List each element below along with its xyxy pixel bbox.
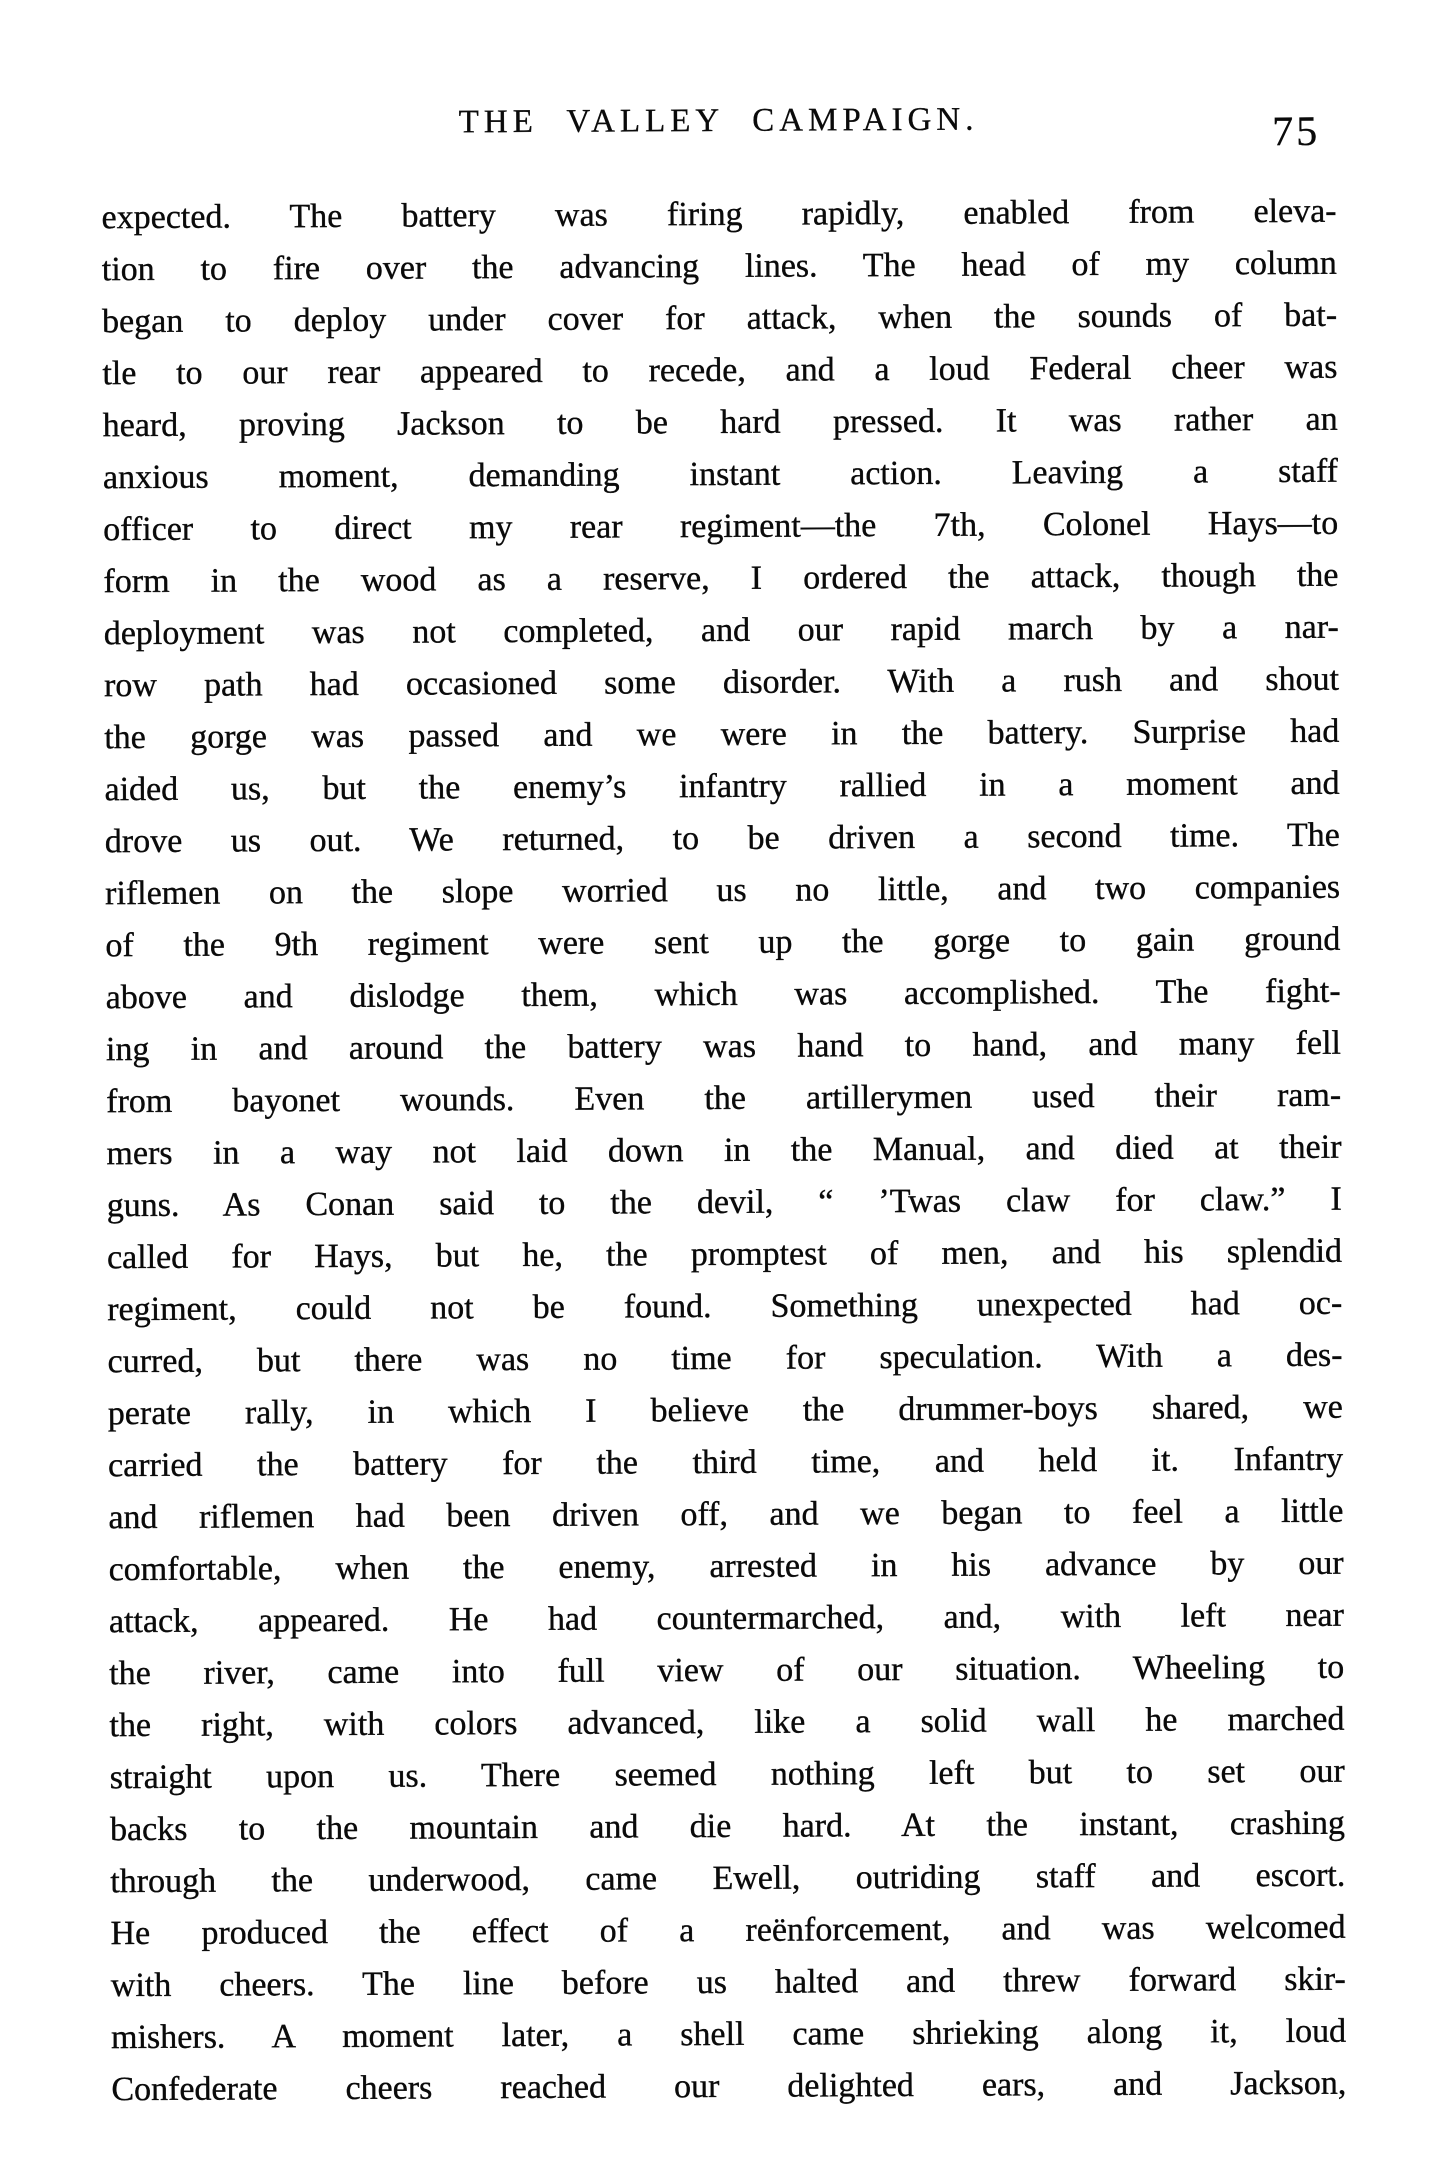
text-line: with cheers. The line before us halted and threw forward skir-: [110, 1960, 1346, 2005]
page-number: 75: [1272, 108, 1321, 156]
text-line: the right, with colors advanced, like a solid wall he marched: [109, 1700, 1345, 1745]
text-line: aided us, but the enemy’s infantry rallied in a moment and: [104, 764, 1340, 809]
text-line: straight upon us. There seemed nothing left but to set our: [109, 1752, 1345, 1797]
text-line: guns. As Conan said to the devil, “ ’Twas claw for claw.” I: [106, 1180, 1342, 1225]
text-line: and riflemen had been driven off, and we began to feel a little: [108, 1492, 1344, 1537]
text-line: expected. The battery was firing rapidly, enabled from eleva-: [101, 192, 1337, 237]
text-line: began to deploy under cover for attack, when the sounds of bat-: [102, 296, 1338, 341]
text-line: mishers. A moment later, a shell came shrieking along it, loud: [111, 2012, 1347, 2057]
text-line: called for Hays, but he, the promptest of men, and his splendid: [106, 1232, 1343, 1277]
text-line: drove us out. We returned, to be driven a second time. The: [104, 816, 1340, 861]
text-line: the river, came into full view of our situation. Wheeling to: [109, 1648, 1345, 1693]
body-paragraph: [101, 186, 1346, 2116]
text-line: Confederate cheers reached our delighted ears, and Jackson,: [111, 2064, 1347, 2109]
text-line: backs to the mountain and die hard. At the instant, crashing: [109, 1804, 1346, 1849]
text-line: heard, proving Jackson to be hard pressed. It was rather an: [102, 400, 1338, 445]
text-line: officer to direct my rear regiment—the 7th, Colonel Hays—to: [103, 504, 1339, 549]
text-line: mers in a way not laid down in the Manual, and died at their: [106, 1128, 1342, 1173]
text-line: perate rally, in which I believe the drummer-boys shared, we: [107, 1388, 1343, 1433]
text-line: attack, appeared. He had countermarched, and, with left near: [108, 1596, 1345, 1641]
text-line: carried the battery for the third time, and held it. Infantry: [108, 1440, 1344, 1485]
running-header-title: THE VALLEY CAMPAIGN.: [458, 101, 979, 141]
text-line: ing in and around the battery was hand to hand, and many fell: [105, 1024, 1342, 1069]
text-line: row path had occasioned some disorder. With a rush and shout: [103, 660, 1340, 705]
text-line: the gorge was passed and we were in the battery. Surprise had: [104, 712, 1340, 757]
running-header: [101, 99, 1336, 156]
text-line: He produced the effect of a reënforcement, and was welcomed: [110, 1908, 1346, 1953]
text-line: regiment, could not be found. Something unexpected had oc-: [107, 1284, 1343, 1329]
text-line: deployment was not completed, and our rapid march by a nar-: [103, 608, 1339, 653]
text-line: of the 9th regiment were sent up the gorge to gain ground: [105, 920, 1341, 965]
text-line: riflemen on the slope worried us no little, and two companies: [105, 868, 1341, 913]
text-line: tle to our rear appeared to recede, and a loud Federal cheer was: [102, 348, 1338, 393]
text-line: through the underwood, came Ewell, outriding staff and escort.: [110, 1856, 1346, 1901]
text-line: curred, but there was no time for speculation. With a des-: [107, 1336, 1343, 1381]
text-line: from bayonet wounds. Even the artillerymen used their ram-: [106, 1076, 1342, 1121]
text-line: comfortable, when the enemy, arrested in his advance by our: [108, 1544, 1344, 1589]
text-line: form in the wood as a reserve, I ordered the attack, though the: [103, 556, 1339, 601]
text-line: tion to fire over the advancing lines. The head of my column: [101, 244, 1337, 289]
text-line: anxious moment, demanding instant action. Leaving a staff: [102, 452, 1339, 497]
text-line: above and dislodge them, which was accomplished. The fight-: [105, 972, 1341, 1017]
